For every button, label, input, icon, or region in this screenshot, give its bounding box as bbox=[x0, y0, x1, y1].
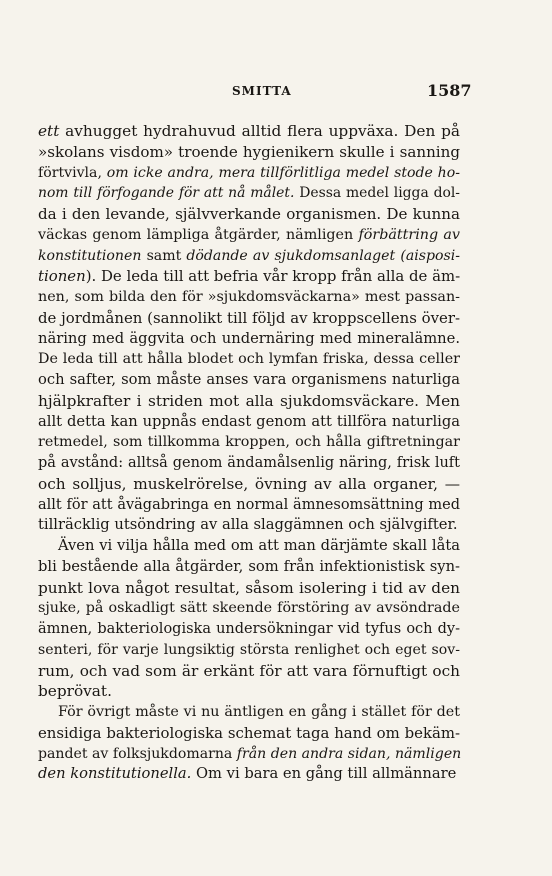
text-span: allt detta kan uppnås endast genom att tillföra naturliga bbox=[38, 412, 460, 430]
text-span: Även vi vilja hålla med om att man därjämte skall låta bbox=[58, 537, 460, 554]
running-head bbox=[0, 81, 552, 104]
text-span: De leda till att hålla blodet och lymfan friska, dessa celler bbox=[38, 351, 460, 368]
text-span: nen, som bilda den för »sjukdomsväckarna» mest passan- bbox=[38, 289, 460, 305]
text-line bbox=[38, 391, 460, 412]
text-span: da i den levande, självverkande organismen. De kunna bbox=[38, 205, 460, 223]
text-line bbox=[38, 432, 460, 453]
italic-span: från den andra sidan, nämligen bbox=[236, 745, 462, 762]
text-line bbox=[38, 204, 460, 225]
text-span: de jordmånen (sannolikt till följd av kroppscellens över- bbox=[38, 308, 460, 327]
text-line bbox=[38, 163, 460, 184]
body-text bbox=[38, 121, 460, 785]
text-line bbox=[38, 287, 460, 308]
text-span: ). De leda till att befria vår kropp från alla de äm- bbox=[85, 267, 461, 286]
italic-span: om icke andra, mera tillförlitliga medel stode ho- bbox=[106, 164, 460, 181]
text-span: sjuke, på oskadligt sätt skeende förstöring av avsöndrade bbox=[38, 600, 460, 617]
italic-span: den konstitutionella. bbox=[38, 765, 192, 783]
text-line bbox=[38, 349, 460, 370]
text-span: och safter, som måste anses vara organismens naturliga bbox=[38, 371, 460, 388]
italic-span: dödande av sjukdomsanlaget (aisposi- bbox=[186, 247, 460, 264]
text-span: allt för att åvägabringa en normal ämnesomsättning med bbox=[38, 496, 460, 513]
text-span: samt bbox=[141, 247, 187, 264]
page-number: 1587 bbox=[427, 81, 472, 100]
text-line bbox=[38, 578, 460, 599]
text-line bbox=[38, 536, 460, 557]
text-line bbox=[38, 246, 460, 267]
text-span: förtvivla, bbox=[38, 164, 107, 181]
text-line bbox=[38, 515, 460, 536]
text-span: senteri, för varje lungsiktig största renlighet och eget sov- bbox=[38, 641, 460, 658]
text-line bbox=[38, 702, 460, 723]
text-span: Om vi bara en gång till allmännare bbox=[191, 765, 457, 783]
text-line bbox=[38, 619, 460, 640]
text-line bbox=[38, 412, 460, 433]
text-span: och solljus, muskelrörelse, övning av alla organer, — bbox=[38, 474, 460, 493]
text-span: rum, och vad som är erkänt för att vara förnuftigt och bbox=[38, 661, 460, 680]
text-span: retmedel, som tillkomma kroppen, och hålla giftretningar bbox=[38, 434, 460, 451]
text-span: hjälpkrafter i striden mot alla sjukdomsväckare. Men bbox=[38, 391, 460, 410]
text-span: »skolans visdom» troende hygienikern skulle i sanning bbox=[38, 142, 460, 161]
text-line bbox=[38, 183, 460, 204]
italic-span: nom till förfogande för att nå målet. bbox=[38, 185, 295, 202]
text-line bbox=[38, 225, 460, 246]
text-line bbox=[38, 329, 460, 350]
text-line bbox=[38, 681, 460, 702]
text-span: punkt lova något resultat, såsom isolering i tid av den bbox=[38, 578, 460, 597]
italic-span: förbättring av bbox=[358, 226, 461, 243]
text-line bbox=[38, 598, 460, 619]
text-span: näring med äggvita och undernäring med mineralämne. bbox=[38, 329, 460, 347]
italic-span: tionen bbox=[38, 267, 86, 286]
text-line bbox=[38, 723, 460, 744]
text-span: bli bestående alla åtgärder, som från infektionistisk syn- bbox=[38, 557, 460, 575]
text-span: tillräcklig utsöndring av alla slaggämnen och självgifter. bbox=[38, 516, 458, 534]
text-span: avhugget hydrahuvud alltid flera uppväxa. Den på bbox=[59, 122, 460, 140]
text-line bbox=[38, 370, 460, 391]
text-line bbox=[38, 453, 460, 474]
text-span: beprövat. bbox=[38, 682, 112, 701]
running-title: SMITTA bbox=[232, 84, 292, 98]
text-line bbox=[38, 266, 460, 287]
text-line bbox=[38, 744, 460, 765]
text-line bbox=[38, 308, 460, 329]
text-line bbox=[38, 121, 460, 142]
italic-span: ett bbox=[38, 122, 60, 140]
text-line bbox=[38, 474, 460, 495]
text-line bbox=[38, 495, 460, 516]
text-line bbox=[38, 640, 460, 661]
text-line bbox=[38, 142, 460, 163]
text-span: ensidiga bakteriologiska schemat taga hand om bekäm- bbox=[38, 723, 460, 742]
text-line bbox=[38, 764, 460, 785]
text-line bbox=[38, 661, 460, 682]
text-span: ämnen, bakteriologiska undersökningar vid tyfus och dy- bbox=[38, 621, 460, 637]
text-span: Dessa medel ligga dol- bbox=[294, 185, 460, 202]
text-span: pandet av folksjukdomarna bbox=[38, 745, 237, 762]
text-span: väckas genom lämpliga åtgärder, nämligen bbox=[38, 226, 359, 243]
text-span: på avstånd: alltså genom ändamålsenlig näring, frisk luft bbox=[38, 455, 460, 471]
text-line bbox=[38, 557, 460, 578]
italic-span: konstitutionen bbox=[38, 247, 142, 264]
text-span: För övrigt måste vi nu äntligen en gång i stället för det bbox=[58, 704, 460, 720]
